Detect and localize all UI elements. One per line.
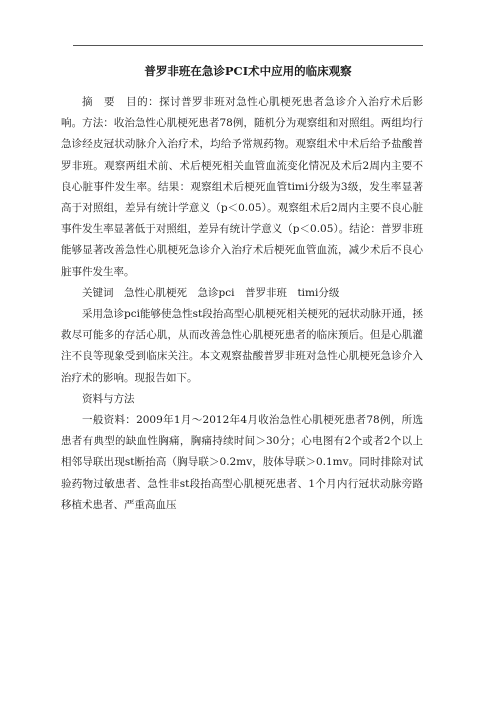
article-title: 普罗非班在急诊PCI术中应用的临床观察 xyxy=(144,64,352,78)
keywords-paragraph: 关键词 急性心肌梗死 急诊pci 普罗非班 timi分级 xyxy=(82,286,340,299)
intro-paragraph: 采用急诊pci能够使急性st段抬高型心肌梗死相关梗死的冠状动脉开通，拯救尽可能多的存活心肌，从而改善急性心肌梗死患者的临床预后。但是心肌灌注不良等现象受到临床关注。本文观察盐酸普罗非班对急性心肌梗死急诊介入治疗术的影响。现报告如下。 xyxy=(61,308,423,384)
general-data-paragraph: 一般资料：2009年1月～2012年4月收治急性心肌梗死患者78例，所选患者有典型的缺血性胸痛，胸痛持续时间＞30分；心电图有2个或者2个以上相邻导联出现st断抬高（胸导联＞0.2mv，肢体导联＞0.1mv。同时排除对试验药物过敏患者、急性非st段抬高型心肌梗死患者、1个月内行冠状动脉旁路移植术患者、严重高血压 xyxy=(61,414,423,511)
abstract-paragraph: 摘 要 目的：探讨普罗非班对急性心肌梗死患者急诊介入治疗术后影响。方法：收治急性心肌梗死患者78例，随机分为观察组和对照组。两组均行急诊经皮冠状动脉介入治疗术，均给予常规药物。观察组术中术后给予盐酸普罗非班。观察两组术前、术后梗死相关血管血流变化情况及术后2周内主要不良心脏事件发生率。结果：观察组术后梗死血管timi分级为3级，发生率显著高于对照组，差异有统计学意义（p＜0.05）。观察组术后2周内主要不良心脏事件发生率显著低于对照组，差异有统计学意义（p＜0.05）。结论：普罗非班能够显著改善急性心肌梗死急诊介入治疗术后梗死血管血流，减少术后不良心脏事件发生率。 xyxy=(61,96,423,278)
article-body xyxy=(61,92,423,516)
section-heading-materials-methods: 资料与方法 xyxy=(82,392,135,405)
header-rule xyxy=(73,45,423,46)
